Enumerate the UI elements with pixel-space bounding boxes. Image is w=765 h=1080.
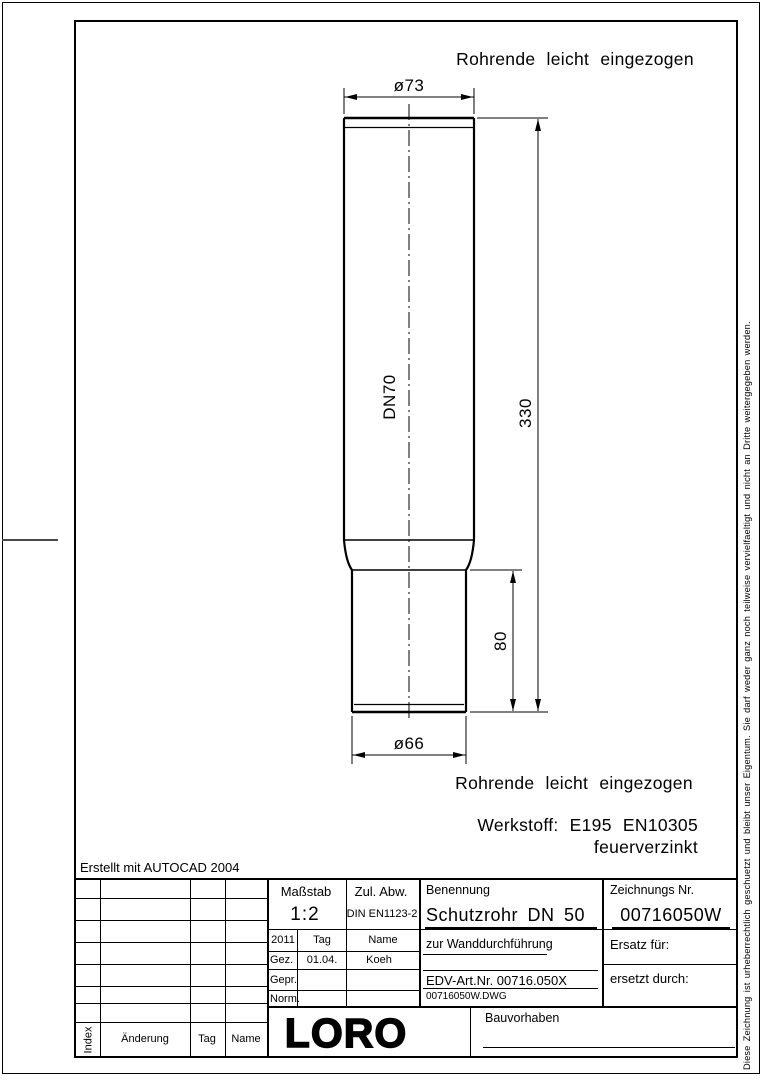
name-column-label: Name xyxy=(368,934,398,946)
underline xyxy=(483,1047,735,1048)
ersetzt-durch-label: ersetzt durch: xyxy=(610,971,689,986)
usage-note: zur Wanddurchführung xyxy=(426,937,553,951)
masstab-value: 1:2 xyxy=(290,904,320,925)
gez-tag-value: 01.04. xyxy=(306,954,338,966)
zul-abw-value: DIN EN1123-2 xyxy=(346,908,418,920)
index-label: Index xyxy=(82,1026,95,1054)
benennung-label: Benennung xyxy=(426,883,490,897)
revision-table-line xyxy=(76,920,268,921)
gez-label: Gez. xyxy=(270,954,294,966)
gepr-label: Gepr. xyxy=(270,974,297,986)
ersatz-fuer-label: Ersatz für: xyxy=(610,937,670,952)
gez-name-value: Koeh xyxy=(366,954,392,966)
revision-table-line xyxy=(225,878,226,1058)
titleblock-line xyxy=(268,929,737,930)
tag-label: Tag xyxy=(198,1033,216,1045)
loro-logo xyxy=(276,1009,416,1055)
titleblock-top-line xyxy=(76,878,737,880)
pipe-label: DN70 xyxy=(380,374,399,420)
underline xyxy=(425,927,597,929)
dimension-arrow xyxy=(461,94,473,100)
titleblock-line xyxy=(419,878,421,1007)
titleblock-line xyxy=(602,878,604,1007)
titleblock-line xyxy=(267,878,269,1058)
year-value: 2011 xyxy=(271,934,295,946)
dim-text-bottom-diameter: ø66 xyxy=(393,734,425,753)
titleblock-line xyxy=(268,951,420,952)
tag-column-label: Tag xyxy=(313,934,331,946)
dimension-arrow xyxy=(345,94,357,100)
note-bottom: Rohrende leicht eingezogen xyxy=(455,773,693,793)
dwg-file-name: 00716050W.DWG xyxy=(426,991,507,1002)
note-top: Rohrende leicht eingezogen xyxy=(456,49,694,69)
titleblock-line xyxy=(268,969,420,970)
dimension-arrow xyxy=(453,752,465,758)
dimension-arrow xyxy=(353,752,365,758)
dim-bottom-diameter xyxy=(352,716,466,764)
underline xyxy=(423,988,598,989)
edv-art-nr: EDV-Art.Nr. 00716.050X xyxy=(426,973,567,988)
revision-table-line xyxy=(76,964,268,965)
underline xyxy=(423,970,598,971)
norm-label: Norm. xyxy=(270,993,300,1005)
benennung-value: Schutzrohr DN 50 xyxy=(426,905,586,925)
extension-lines xyxy=(470,118,548,712)
loro-logo-text: LORO xyxy=(284,1010,408,1055)
name-label: Name xyxy=(231,1033,261,1045)
titleblock-line xyxy=(268,1006,737,1008)
dim-text-top-diameter: ø73 xyxy=(393,76,425,95)
revision-table-line xyxy=(76,898,268,899)
revision-table-line xyxy=(76,942,268,943)
titleblock-line xyxy=(470,1007,471,1058)
aenderung-label: Änderung xyxy=(121,1033,169,1045)
dim-text-lower-length: 80 xyxy=(491,631,510,651)
dimension-arrow xyxy=(510,699,516,711)
zul-abw-label: Zul. Abw. xyxy=(354,884,408,899)
dim-text-overall-length: 330 xyxy=(516,398,535,428)
masstab-label: Maßstab xyxy=(280,884,332,899)
titleblock-line xyxy=(268,990,420,991)
revision-table-line xyxy=(76,986,268,987)
dimension-arrow xyxy=(510,571,516,583)
dimension-arrow xyxy=(535,699,541,711)
revision-table-line xyxy=(76,1003,268,1004)
dim-overall-length xyxy=(470,118,548,712)
titleblock-line xyxy=(603,964,737,965)
created-with-note: Erstellt mit AUTOCAD 2004 xyxy=(80,860,240,875)
revision-table-line xyxy=(190,878,191,1058)
zeichnungs-nr-label: Zeichnungs Nr. xyxy=(610,883,695,897)
underline xyxy=(423,954,547,955)
revision-table-line xyxy=(100,878,101,1058)
material-note: Werkstoff: E195 EN10305 xyxy=(477,815,698,835)
dimension-arrow xyxy=(535,119,541,131)
revision-table-line xyxy=(76,1022,268,1023)
titleblock-line xyxy=(346,878,347,1007)
bauvorhaben-label: Bauvorhaben xyxy=(485,1011,560,1025)
material-finish-note: feuerverzinkt xyxy=(593,837,698,857)
underline xyxy=(612,927,730,929)
copyright-notice: Diese Zeichnung ist urheberrechtlich geschuetzt und bleibt unser Eigentum. Sie darf weder ganz noch teilweise vervielfaeltigt und nicht an Dritte weitergegeben werden. xyxy=(742,321,752,1070)
zeichnungs-nr-value: 00716050W xyxy=(620,905,722,925)
dim-lower-length xyxy=(470,570,522,711)
pipe-outline xyxy=(344,104,474,722)
